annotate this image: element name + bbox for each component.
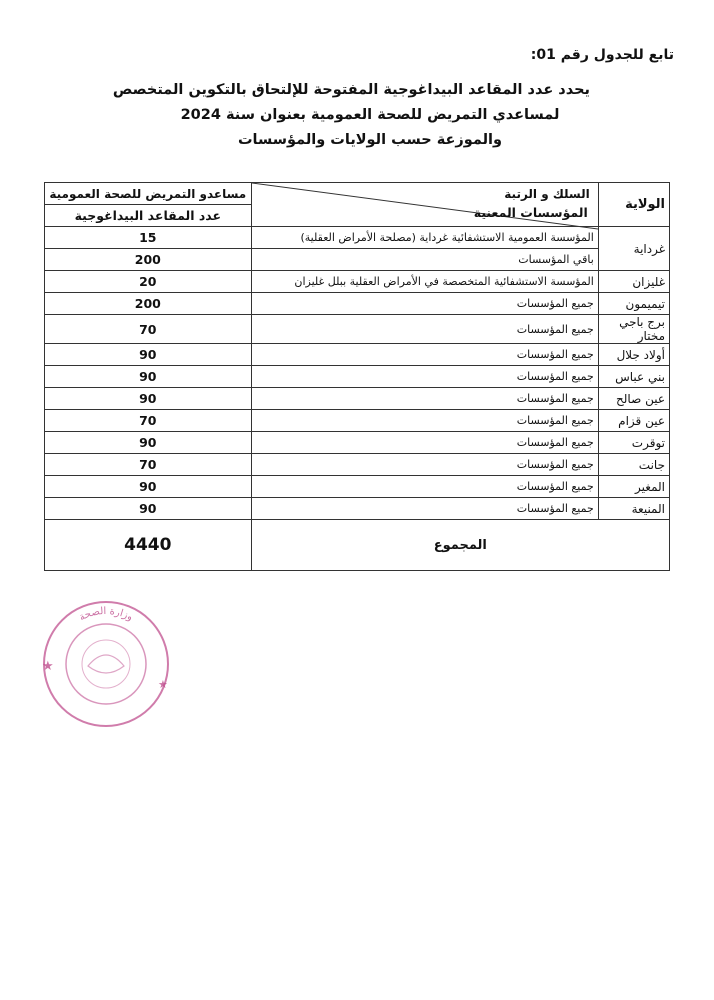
institution-cell: جميع المؤسسات <box>251 454 598 476</box>
institution-cell: باقي المؤسسات <box>251 249 598 271</box>
table-row <box>45 293 670 315</box>
header-institutions: المؤسسات المعنية <box>473 205 588 220</box>
title-line-2: لمساعدي التمريض للصحة العمومية بعنوان سنة 2024 <box>180 107 560 123</box>
table-row <box>45 271 670 293</box>
stamp-star-icon: ★ <box>42 659 54 674</box>
seats-cell: 90 <box>45 476 252 498</box>
seats-cell: 90 <box>45 344 252 366</box>
wilaya-cell: عين صالح <box>598 388 669 410</box>
institution-cell: جميع المؤسسات <box>251 315 598 344</box>
institution-cell: المؤسسة العمومية الاستشفائية غرداية (مصلحة الأمراض العقلية) <box>251 227 598 249</box>
title-line-3: والموزعة حسب الولايات والمؤسسات <box>237 132 503 148</box>
seats-cell: 90 <box>45 498 252 520</box>
header-row <box>45 183 670 205</box>
institution-cell: جميع المؤسسات <box>251 432 598 454</box>
wilaya-cell: بني عباس <box>598 366 669 388</box>
total-value: 4440 <box>45 520 252 571</box>
continuation-label: تابع للجدول رقم 01: <box>530 47 674 63</box>
seats-cell: 90 <box>45 366 252 388</box>
document-title <box>112 78 590 153</box>
title-line-1: يحدد عدد المقاعد البيداغوجية المفتوحة للإلتحاق بالتكوين المتخصص <box>112 82 590 98</box>
seats-cell: 20 <box>45 271 252 293</box>
total-row <box>45 520 670 571</box>
wilaya-cell: تيميمون <box>598 293 669 315</box>
stamp-star-icon: ★ <box>158 678 168 691</box>
table-row <box>45 366 670 388</box>
seats-cell: 90 <box>45 388 252 410</box>
wilaya-cell: برج باجي مختار <box>598 315 669 344</box>
institution-cell: جميع المؤسسات <box>251 498 598 520</box>
stamp-text <box>77 606 134 623</box>
wilaya-cell: المغير <box>598 476 669 498</box>
institution-cell: جميع المؤسسات <box>251 293 598 315</box>
seats-cell: 15 <box>45 227 252 249</box>
stamp-text-path: وزارة الصحة <box>77 605 135 624</box>
wilaya-cell: المنيعة <box>598 498 669 520</box>
institution-cell: جميع المؤسسات <box>251 388 598 410</box>
seats-cell: 200 <box>45 249 252 271</box>
total-label: المجموع <box>251 520 669 571</box>
table-row <box>45 388 670 410</box>
wilaya-cell: غليزان <box>598 271 669 293</box>
seats-cell: 200 <box>45 293 252 315</box>
wilaya-cell: توقرت <box>598 432 669 454</box>
wilaya-cell: جانت <box>598 454 669 476</box>
wilaya-cell: غرداية <box>598 227 669 271</box>
header-seats: عدد المقاعد البيداغوجية <box>45 205 252 227</box>
header-corps-name: مساعدو التمريض للصحة العمومية <box>45 183 252 205</box>
seats-cell: 90 <box>45 432 252 454</box>
header-diagonal-cell <box>251 183 598 227</box>
table-row <box>45 454 670 476</box>
institution-cell: المؤسسة الاستشفائية المتخصصة في الأمراض العقلية ببلل غليزان <box>251 271 598 293</box>
official-stamp <box>36 594 176 734</box>
table-row <box>45 498 670 520</box>
table-row <box>45 344 670 366</box>
seats-cell: 70 <box>45 410 252 432</box>
table-row <box>45 315 670 344</box>
institution-cell: جميع المؤسسات <box>251 410 598 432</box>
institution-cell: جميع المؤسسات <box>251 366 598 388</box>
seats-cell: 70 <box>45 454 252 476</box>
stamp-seal <box>44 602 168 726</box>
seats-table <box>44 182 670 571</box>
header-wilaya: الولاية <box>598 183 669 227</box>
seats-cell: 70 <box>45 315 252 344</box>
institution-cell: جميع المؤسسات <box>251 476 598 498</box>
institution-cell: جميع المؤسسات <box>251 344 598 366</box>
wilaya-cell: أولاد جلال <box>598 344 669 366</box>
table-row <box>45 249 670 271</box>
wilaya-cell: عين قزام <box>598 410 669 432</box>
table-row <box>45 432 670 454</box>
header-corps-grade: السلك و الرتبة <box>504 187 590 201</box>
table-row <box>45 476 670 498</box>
table-row <box>45 410 670 432</box>
